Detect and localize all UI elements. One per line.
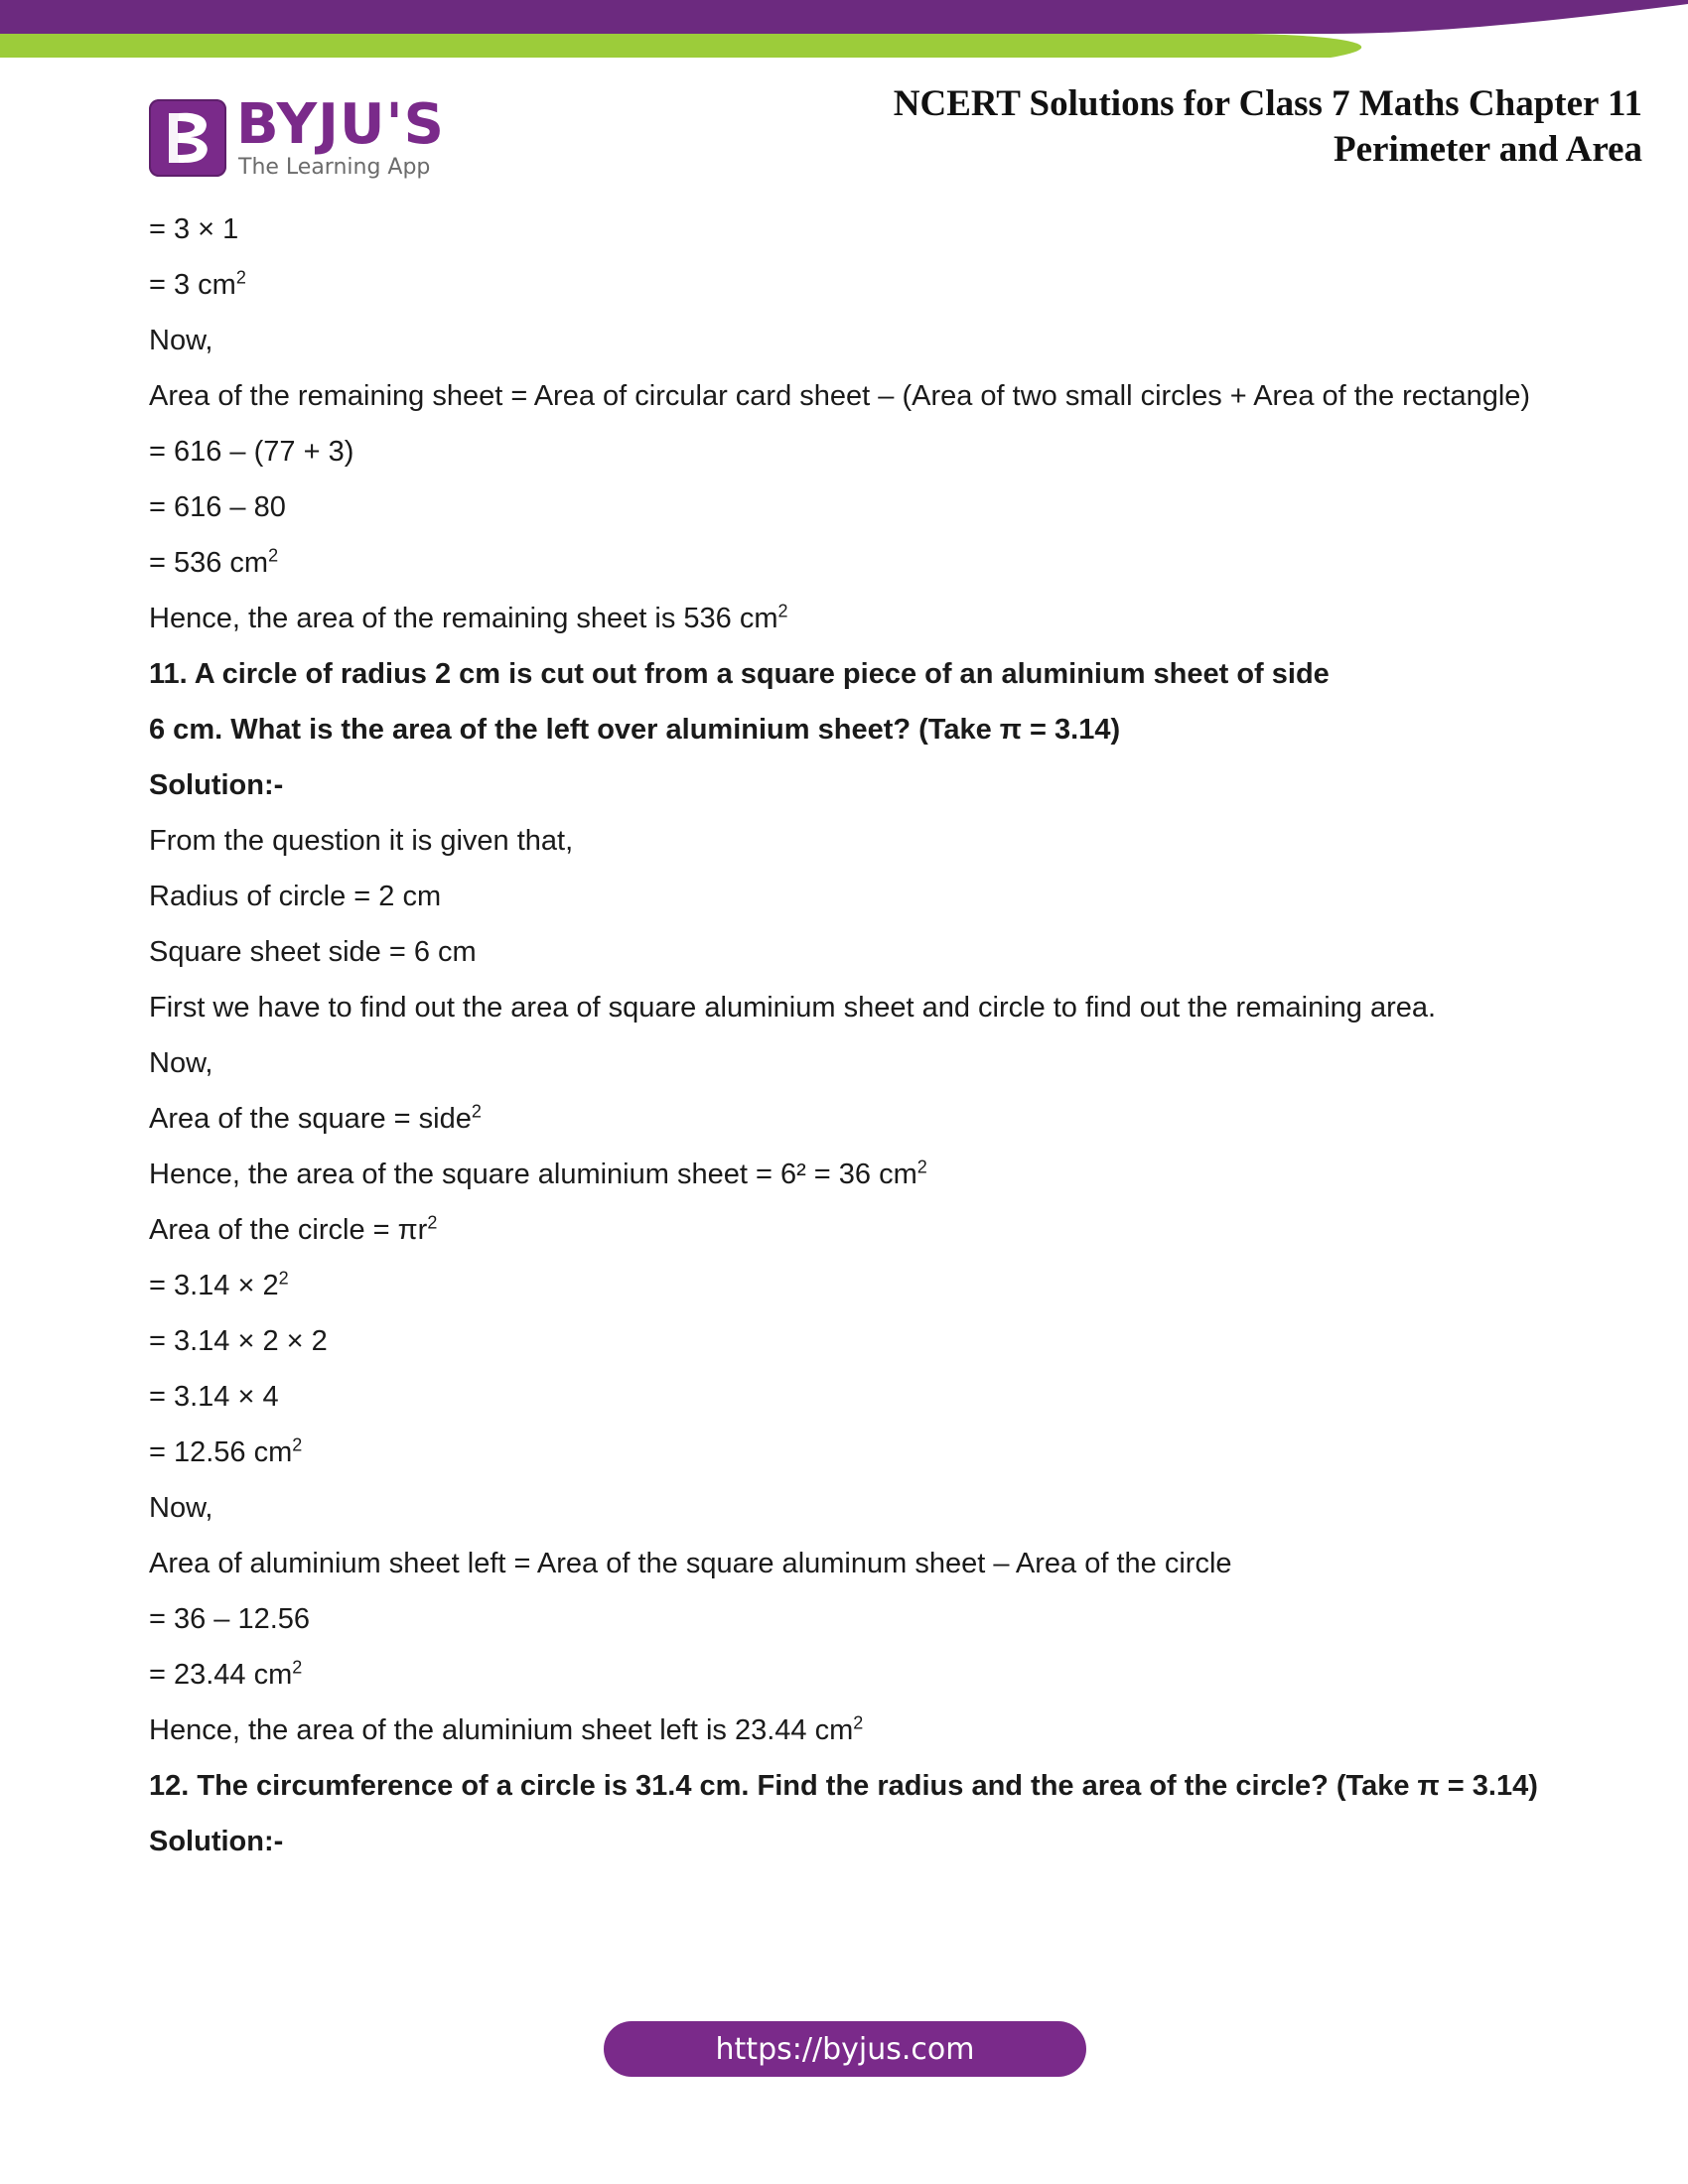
superscript: 2 [268, 545, 279, 566]
question-line [149, 656, 1569, 692]
text-line [149, 934, 1569, 970]
question-line [149, 767, 1569, 803]
line-text: From the question it is given that, [149, 825, 574, 857]
text-line [149, 1323, 1569, 1359]
line-text: Now, [149, 1047, 213, 1079]
text-line [149, 1268, 1569, 1303]
text-line [149, 434, 1569, 470]
text-line [149, 1379, 1569, 1415]
logo-tagline: The Learning App [238, 155, 431, 180]
text-line [149, 1601, 1569, 1637]
line-text: Hence, the area of the square aluminium sheet = 6² = 36 cm [149, 1159, 917, 1190]
superscript: 2 [853, 1712, 864, 1733]
line-text: = 616 – 80 [149, 491, 286, 523]
top-decorative-band [0, 0, 1688, 60]
text-line [149, 211, 1569, 247]
line-text: Now, [149, 1492, 213, 1524]
text-line [149, 489, 1569, 525]
line-text: = 536 cm [149, 547, 269, 579]
superscript: 2 [278, 1268, 289, 1289]
footer-url-link[interactable] [604, 2021, 1086, 2077]
title-line-1: NCERT Solutions for Class 7 Maths Chapter 11 [893, 83, 1642, 124]
superscript: 2 [916, 1157, 927, 1177]
line-text: = 3.14 × 4 [149, 1381, 279, 1413]
text-line [149, 1546, 1569, 1581]
line-text: = 3 cm [149, 269, 236, 301]
superscript: 2 [777, 601, 788, 621]
text-line [149, 1101, 1569, 1137]
text-line [149, 545, 1569, 581]
text-line [149, 879, 1569, 914]
superscript: 2 [292, 1434, 303, 1455]
question-line [149, 1824, 1569, 1859]
line-text: Now, [149, 325, 213, 356]
line-text: = 12.56 cm [149, 1436, 293, 1468]
title-line-2: Perimeter and Area [1334, 129, 1642, 170]
line-text: 12. The circumference of a circle is 31.4 cm. Find the radius and the area of the circle? (Take π = 3.14) [149, 1770, 1538, 1802]
question-line [149, 1768, 1569, 1804]
text-line [149, 1045, 1569, 1081]
text-line [149, 1157, 1569, 1192]
line-text: Hence, the area of the aluminium sheet left is 23.44 cm [149, 1714, 854, 1746]
question-line [149, 712, 1569, 748]
text-line [149, 990, 1569, 1025]
superscript: 2 [471, 1101, 482, 1122]
line-text: = 23.44 cm [149, 1659, 293, 1691]
superscript: 2 [427, 1212, 438, 1233]
line-text: = 616 – (77 + 3) [149, 436, 354, 468]
line-text: Area of the square = side [149, 1103, 472, 1135]
byjus-logo [149, 92, 445, 180]
line-text: First we have to find out the area of square aluminium sheet and circle to find out the remaining area. [149, 992, 1437, 1024]
line-text: Area of aluminium sheet left = Area of the square aluminum sheet – Area of the circle [149, 1548, 1232, 1579]
text-line [149, 601, 1569, 636]
page-title [894, 81, 1642, 173]
line-text: = 36 – 12.56 [149, 1603, 311, 1635]
line-text: = 3.14 × 2 [149, 1270, 279, 1301]
line-text: = 3 × 1 [149, 213, 239, 245]
line-text: Area of the remaining sheet = Area of circular card sheet – (Area of two small circles + Area of the rectangle) [149, 380, 1531, 412]
line-text: Solution:- [149, 769, 284, 801]
text-line [149, 267, 1569, 303]
line-text: = 3.14 × 2 × 2 [149, 1325, 328, 1357]
text-line [149, 378, 1569, 414]
line-text: Solution:- [149, 1826, 284, 1857]
superscript: 2 [235, 267, 246, 288]
text-line [149, 323, 1569, 358]
text-line [149, 1657, 1569, 1693]
superscript: 2 [292, 1657, 303, 1678]
line-text: Hence, the area of the remaining sheet is 536 cm [149, 603, 778, 634]
text-line [149, 1434, 1569, 1470]
footer-url-text: https://byjus.com [715, 2031, 975, 2067]
logo-name: BYJU'S [236, 92, 445, 157]
text-line [149, 1212, 1569, 1248]
line-text: 6 cm. What is the area of the left over aluminium sheet? (Take π = 3.14) [149, 714, 1121, 746]
byjus-b-icon [149, 99, 226, 177]
line-text: Square sheet side = 6 cm [149, 936, 477, 968]
line-text: 11. A circle of radius 2 cm is cut out from a square piece of an aluminium sheet of side [149, 658, 1330, 690]
line-text: Area of the circle = πr [149, 1214, 428, 1246]
solution-content [149, 211, 1569, 1879]
line-text: Radius of circle = 2 cm [149, 881, 442, 912]
text-line [149, 1712, 1569, 1748]
text-line [149, 1490, 1569, 1526]
text-line [149, 823, 1569, 859]
